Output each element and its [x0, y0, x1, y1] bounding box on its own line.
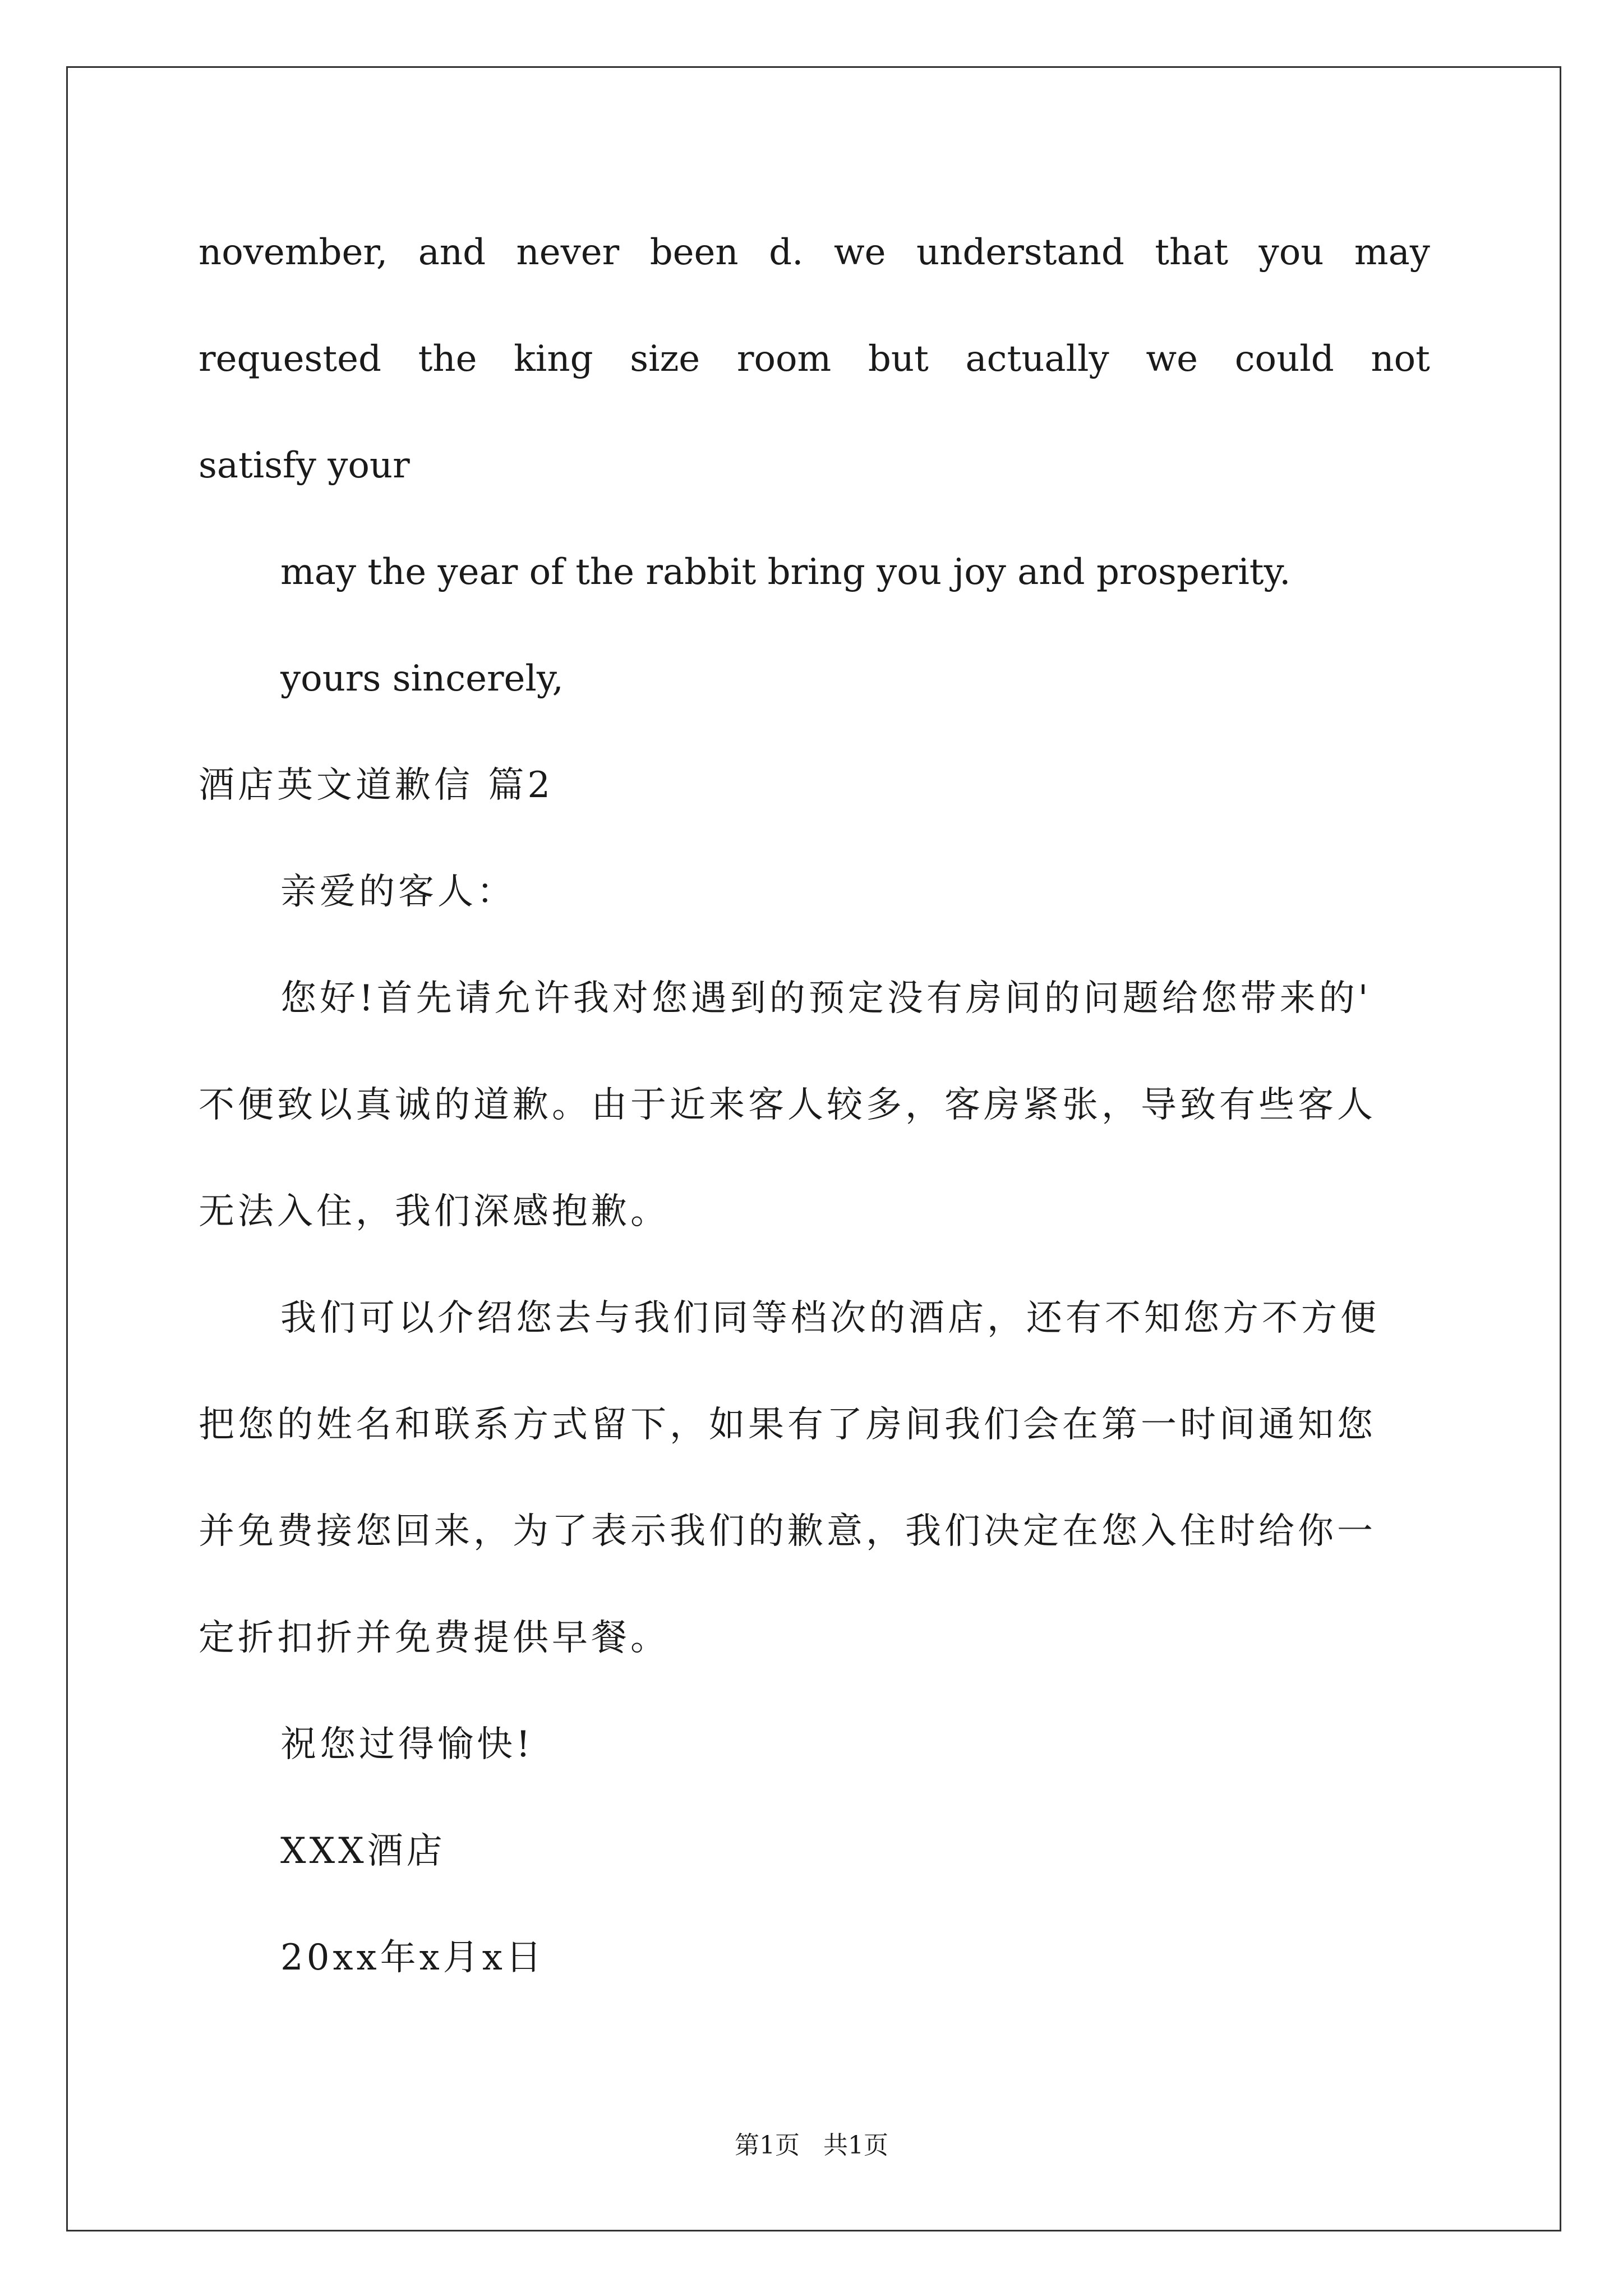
word: understand — [916, 232, 1124, 273]
paragraph-2-line-3: 并免费接您回来，为了表示我们的歉意，我们决定在您入住时给你一 — [199, 1511, 1376, 1552]
signature: XXX酒店 — [280, 1830, 446, 1872]
paragraph-2-line-2: 把您的姓名和联系方式留下，如果有了房间我们会在第一时间通知您 — [199, 1404, 1376, 1446]
word: size — [630, 338, 700, 380]
english-line-3: satisfy your — [199, 445, 410, 486]
date: 20xx年x月x日 — [280, 1937, 545, 1978]
word: been — [649, 232, 739, 273]
document-body — [199, 222, 1430, 2033]
english-line-1 — [199, 222, 1430, 328]
section-heading: 酒店英文道歉信 篇2 — [199, 765, 554, 806]
word: room — [736, 338, 832, 380]
word: but — [868, 338, 929, 380]
page-footer: 第1页 共1页 — [735, 2131, 888, 2160]
english-line-2 — [199, 328, 1430, 435]
word: you — [1258, 232, 1324, 273]
word: could — [1234, 338, 1334, 380]
wish-cn: 祝您过得愉快! — [280, 1724, 534, 1765]
word: d. — [769, 232, 804, 273]
word: king — [514, 338, 593, 380]
word: we — [833, 232, 886, 273]
word: may — [1354, 232, 1430, 273]
word: the — [418, 338, 477, 380]
word: actually — [965, 338, 1109, 380]
salutation: 亲爱的客人： — [280, 871, 516, 913]
paragraph-1-line-2: 不便致以真诚的道歉。由于近来客人较多，客房紧张，导致有些客人 — [199, 1084, 1376, 1126]
word: we — [1146, 338, 1198, 380]
paragraph-1-line-3: 无法入住，我们深感抱歉。 — [199, 1191, 670, 1232]
word: requested — [199, 338, 381, 380]
paragraph-1-line-1: 您好!首先请允许我对您遇到的预定没有房间的问题给您带来的' — [280, 978, 1372, 1019]
word: november, — [199, 232, 388, 273]
word: never — [516, 232, 620, 273]
paragraph-2-line-4: 定折扣折并免费提供早餐。 — [199, 1617, 670, 1659]
word: not — [1371, 338, 1430, 380]
word: and — [418, 232, 486, 273]
paragraph-2-line-1: 我们可以介绍您去与我们同等档次的酒店，还有不知您方不方便 — [280, 1297, 1380, 1339]
word: that — [1155, 232, 1229, 273]
closing-line: yours sincerely, — [280, 658, 564, 700]
wish-line: may the year of the rabbit bring you joy and prosperity. — [280, 551, 1291, 593]
